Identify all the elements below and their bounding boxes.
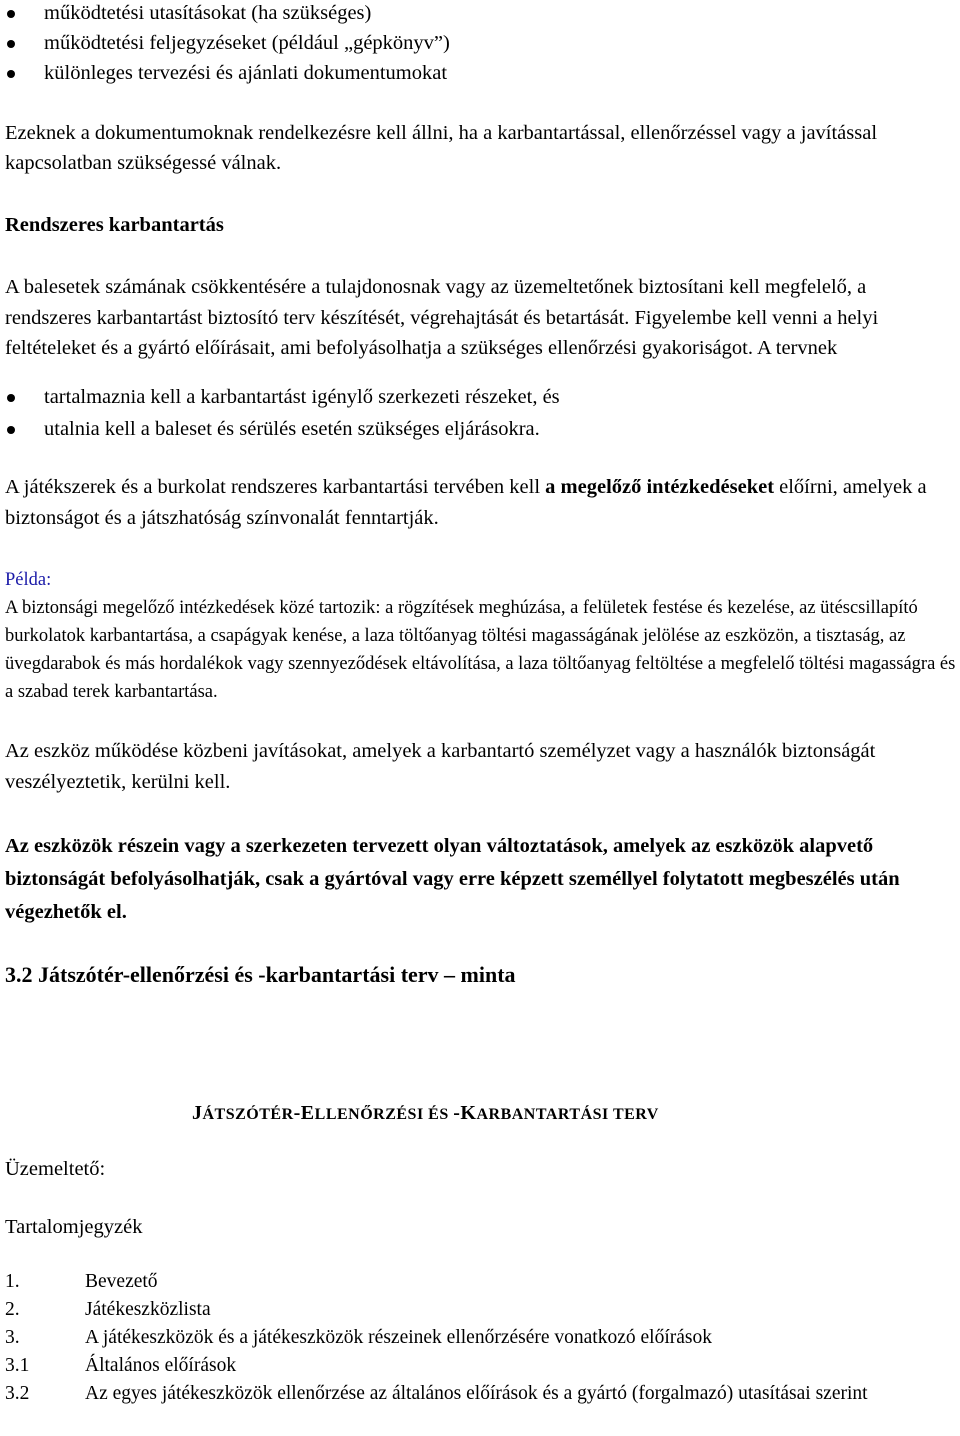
list-item-text: működtetési feljegyzéseket (például „gépkönyv”) (44, 32, 450, 54)
toc-item-text: Bevezető (85, 1271, 158, 1292)
table-of-contents (5, 1268, 945, 1408)
toc-item-text: Játékeszközlista (85, 1299, 211, 1320)
list-item (5, 0, 957, 28)
toc-item-number: 3. (5, 1327, 20, 1348)
bullet-icon (7, 426, 15, 434)
toc-item (5, 1324, 945, 1352)
list-item-text: működtetési utasításokat (ha szükséges) (44, 2, 372, 24)
bullet-list-documents (5, 0, 957, 88)
toc-item (5, 1296, 945, 1324)
toc-item-text: Az egyes játékeszközök ellenőrzése az általános előírások és a gyártó (forgalmazó) utasításai szerint (85, 1383, 868, 1404)
example-label: Példa: (5, 569, 52, 590)
list-item (5, 382, 957, 412)
preventive-text-after: előírni, amelyek a biztonságot és a játszhatóság színvonalát fenntartják. (5, 475, 927, 529)
list-item-text: tartalmaznia kell a karbantartást igénylő szerkezeti részeket, és (44, 385, 560, 408)
preventive-text-bold: a megelőző intézkedéseket (545, 475, 775, 498)
bullet-icon (7, 40, 15, 48)
example-text: A biztonsági megelőző intézkedések közé tartozik: a rögzítések meghúzása, a felületek festése és kezelése, az ütéscsillapító burkolatok karbantartása, a csapágyak kenése, a laza töltőanyag töltési magasságának jelölése az eszközön, a tisztaság, az üvegdarabok és más hordalékok vagy szennyeződések eltávolítása, a laza töltőanyag feltöltése a megfelelő töltési magasságra és a szabad terek karbantartása. (5, 597, 956, 702)
title-part: ÁTSZÓTÉR (202, 1106, 294, 1123)
paragraph-documents: Ezeknek a dokumentumoknak rendelkezésre kell állni, ha a karbantartással, ellenőrzéssel vagy a javítással kapcsolatban szükségessé válnak. (5, 122, 878, 174)
toc-label: Tartalomjegyzék (5, 1216, 143, 1238)
toc-item (5, 1268, 945, 1296)
list-item (5, 28, 957, 58)
title-part: -K (453, 1102, 477, 1124)
paragraph-maintenance-plan: A balesetek számának csökkentésére a tulajdonosnak vagy az üzemeltetőnek biztosítani kell megfelelő, a rendszeres karbantartást biztosító terv készítését, végrehajtását és betartását. Figyelembe kell venni a helyi feltételeket és a gyártó előírásait, ami befolyásolhatja a szükséges ellenőrzési gyakoriságot. A tervnek (5, 276, 879, 359)
title-part: ARBANTARTÁSI TERV (476, 1106, 659, 1123)
bullet-icon (7, 70, 15, 78)
document-title (192, 1098, 659, 1130)
operator-label: Üzemeltető: (5, 1158, 106, 1180)
paragraph-repairs: Az eszköz működése közbeni javításokat, amelyek a karbantartó személyzet vagy a használók biztonságát veszélyeztetik, kerülni kell. (5, 739, 876, 793)
toc-item (5, 1380, 945, 1408)
toc-item-text: A játékeszközök és a játékeszközök részeinek ellenőrzésére vonatkozó előírások (85, 1327, 712, 1348)
list-item-text: különleges tervezési és ajánlati dokumentumokat (44, 62, 448, 84)
paragraph-changes: Az eszközök részein vagy a szerkezeten tervezett olyan változtatások, amelyek az eszközök alapvető biztonságát befolyásolhatják, csak a gyártóval vagy erre képzett személlyel folytatott megbeszélés után végezhetők el. (5, 834, 900, 923)
title-part: -E (293, 1102, 315, 1124)
title-part: J (192, 1102, 203, 1124)
toc-item-number: 3.1 (5, 1355, 30, 1376)
toc-item-text: Általános előírások (85, 1355, 237, 1376)
bullet-icon (7, 394, 15, 402)
list-item (5, 414, 957, 444)
paragraph-preventive (5, 472, 957, 534)
document-page (5, 0, 957, 1404)
list-item (5, 58, 957, 88)
toc-item-number: 2. (5, 1299, 20, 1320)
section-heading: 3.2 Játszótér-ellenőrzési és -karbantartási terv – minta (5, 961, 516, 987)
bullet-icon (7, 10, 15, 18)
title-part: LLENŐRZÉSI ÉS (314, 1106, 454, 1123)
preventive-text-before: A játékszerek és a burkolat rendszeres karbantartási tervében kell (5, 475, 546, 498)
toc-item-number: 3.2 (5, 1383, 30, 1404)
bullet-list-plan (5, 382, 957, 444)
list-item-text: utalnia kell a baleset és sérülés esetén szükséges eljárásokra. (44, 417, 540, 440)
heading-regular-maintenance: Rendszeres karbantartás (5, 214, 224, 236)
toc-item-number: 1. (5, 1271, 20, 1292)
toc-item (5, 1352, 945, 1380)
